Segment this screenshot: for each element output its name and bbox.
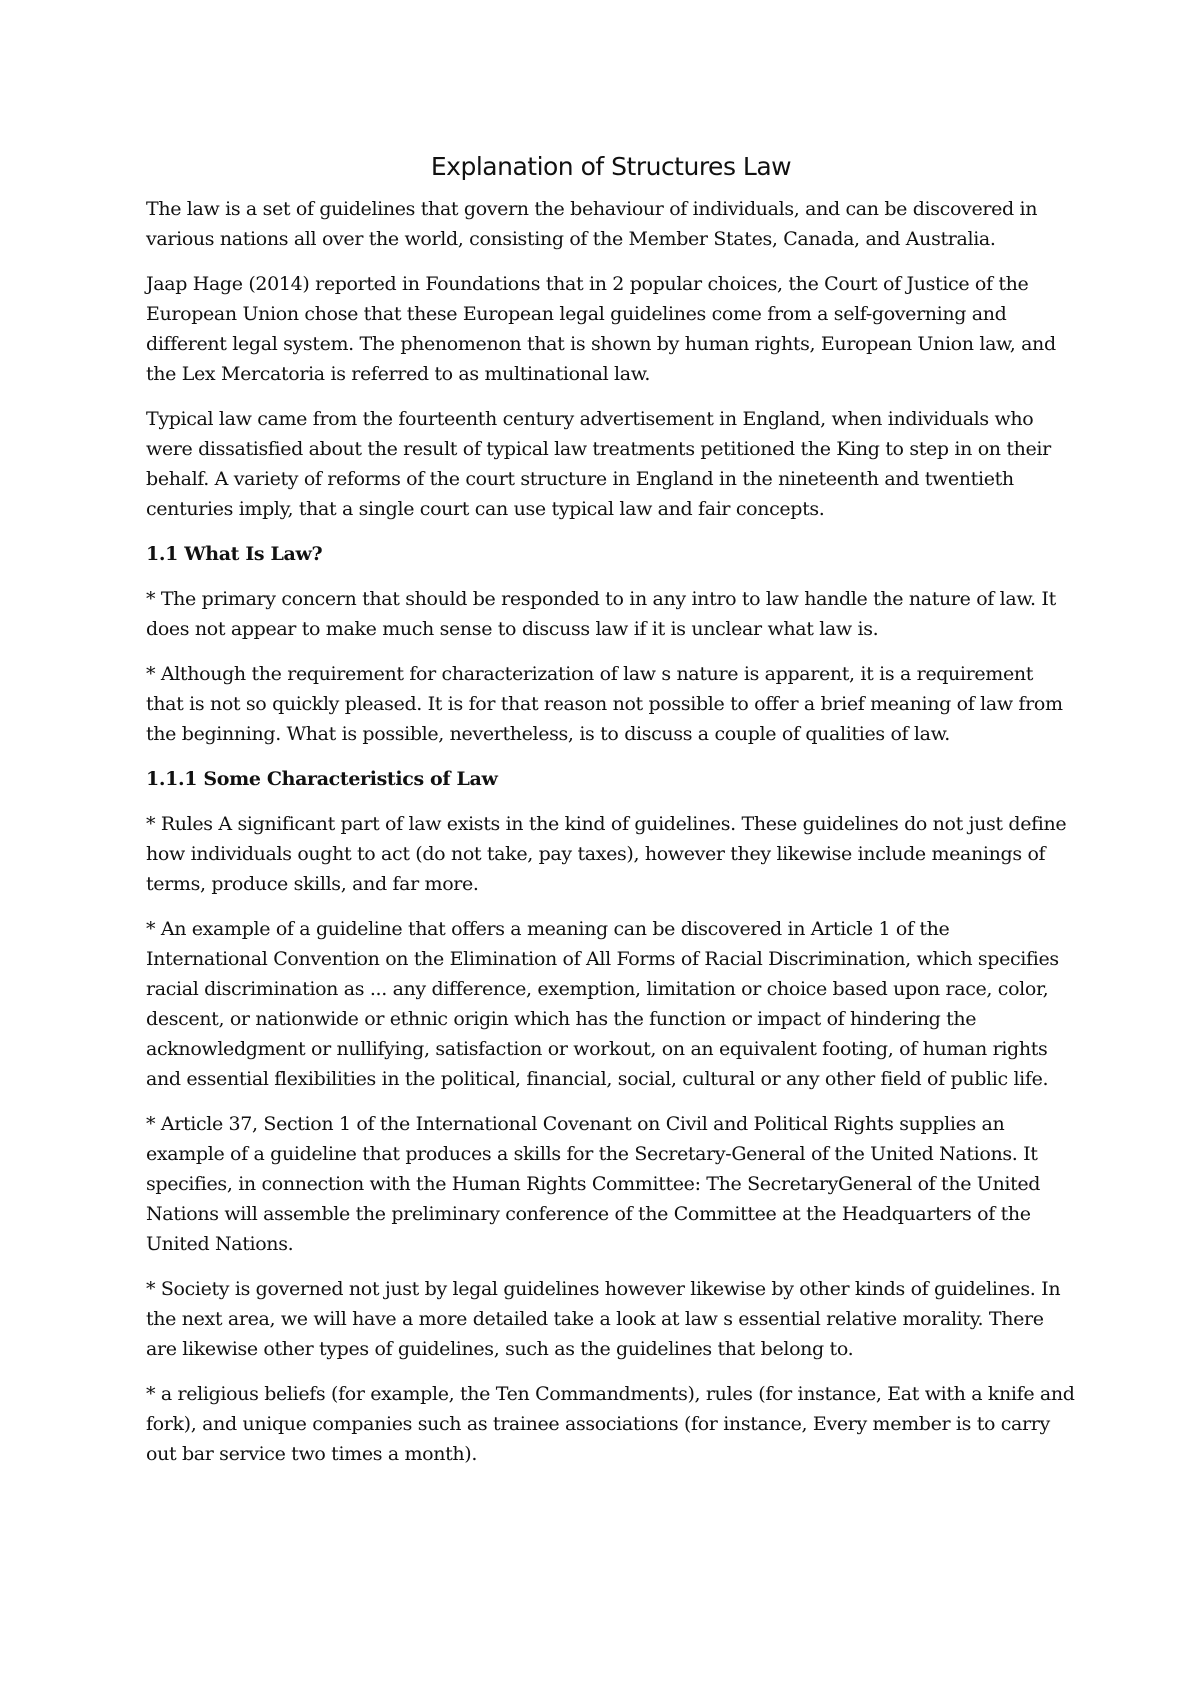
section-heading-characteristics: 1.1.1 Some Characteristics of Law bbox=[146, 768, 498, 790]
bullet-paragraph: * a religious beliefs (for example, the Ten Commandments), rules (for instance, Eat with a knife and fork), and unique companies such as trainee associations (for instance, Every member is to carry out bar service two times a month). bbox=[146, 1383, 1075, 1465]
intro-paragraph: The law is a set of guidelines that govern the behaviour of individuals, and can be discovered in various nations all over the world, consisting of the Member States, Canada, and Australia. bbox=[146, 198, 1038, 250]
document-title: Explanation of Structures Law bbox=[430, 152, 792, 181]
bullet-paragraph: * Article 37, Section 1 of the International Covenant on Civil and Political Rights supplies an example of a guideline that produces a skills for the Secretary-General of the United Nations. It specifies, in connection with the Human Rights Committee: The SecretaryGeneral of the United Nations will assemble the preliminary conference of the Committee at the Headquarters of the United Nations. bbox=[146, 1113, 1041, 1255]
document-body bbox=[146, 150, 1076, 1484]
bullet-paragraph: * Society is governed not just by legal guidelines however likewise by other kinds of guidelines. In the next area, we will have a more detailed take a look at law s essential relative morality. There are likewise other types of guidelines, such as the guidelines that belong to. bbox=[146, 1278, 1061, 1360]
bullet-paragraph: * An example of a guideline that offers a meaning can be discovered in Article 1 of the International Convention on the Elimination of All Forms of Racial Discrimination, which specifies racial discrimination as ... any difference, exemption, limitation or choice based upon race, color, descent, or nationwide or ethnic origin which has the function or impact of hindering the acknowledgment or nullifying, satisfaction or workout, on an equivalent footing, of human rights and essential flexibilities in the political, financial, social, cultural or any other field of public life. bbox=[146, 918, 1059, 1090]
hage-paragraph: Jaap Hage (2014) reported in Foundations that in 2 popular choices, the Court of Justice of the European Union chose that these European legal guidelines come from a self-governing and different legal system. The phenomenon that is shown by human rights, European Union law, and the Lex Mercatoria is referred to as multinational law. bbox=[146, 273, 1056, 385]
bullet-paragraph: * Although the requirement for characterization of law s nature is apparent, it is a requirement that is not so quickly pleased. It is for that reason not possible to offer a brief meaning of law from the beginning. What is possible, nevertheless, is to discuss a couple of qualities of law. bbox=[146, 663, 1063, 745]
section-heading-what-is-law: 1.1 What Is Law? bbox=[146, 543, 323, 565]
typical-law-paragraph: Typical law came from the fourteenth century advertisement in England, when individuals who were dissatisfied about the result of typical law treatments petitioned the King to step in on their behalf. A variety of reforms of the court structure in England in the nineteenth and twentieth centuries imply, that a single court can use typical law and fair concepts. bbox=[146, 408, 1051, 520]
bullet-paragraph: * The primary concern that should be responded to in any intro to law handle the nature of law. It does not appear to make much sense to discuss law if it is unclear what law is. bbox=[146, 588, 1056, 640]
bullet-paragraph: * Rules A significant part of law exists in the kind of guidelines. These guidelines do not just define how individuals ought to act (do not take, pay taxes), however they likewise include meanings of terms, produce skills, and far more. bbox=[146, 813, 1067, 895]
